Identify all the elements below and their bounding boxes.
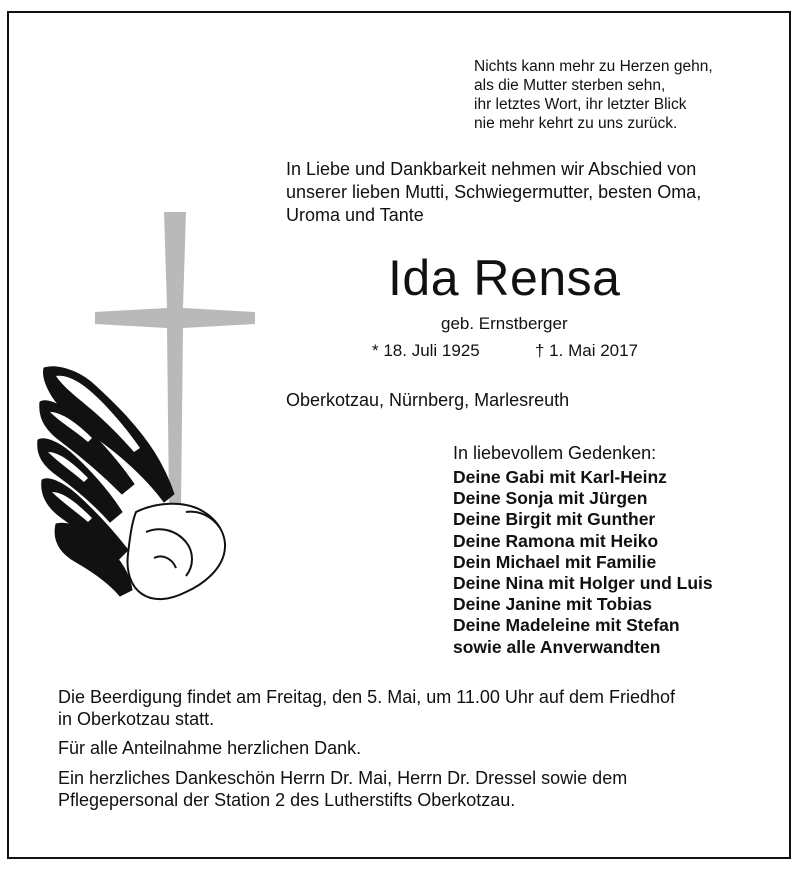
funeral-line: Die Beerdigung findet am Freitag, den 5. Mai, um 11.00 Uhr auf dem Friedhof: [58, 687, 675, 707]
places: Oberkotzau, Nürnberg, Marlesreuth: [286, 390, 570, 410]
birth-name: geb. Ernstberger: [441, 314, 568, 333]
mourners-list: [453, 467, 713, 658]
poem-line: als die Mutter sterben sehn,: [474, 77, 666, 94]
mourner: Dein Michael mit Familie: [453, 551, 657, 572]
poem-line: Nichts kann mehr zu Herzen gehn,: [474, 58, 713, 75]
intro-line: In Liebe und Dankbarkeit nehmen wir Abschied von: [286, 159, 697, 179]
thanks-text: Für alle Anteilnahme herzlichen Dank.: [58, 738, 362, 758]
death-date: † 1. Mai 2017: [535, 341, 639, 360]
intro-line: unserer lieben Mutti, Schwiegermutter, besten Oma,: [286, 182, 702, 202]
deceased-name: Ida Rensa: [388, 250, 621, 306]
poem: [474, 57, 713, 133]
mourner: Deine Nina mit Holger und Luis: [453, 573, 713, 594]
thanks-staff: [58, 767, 627, 811]
poem-line: ihr letztes Wort, ihr letzter Blick: [474, 96, 687, 113]
intro-text: [286, 158, 756, 227]
mourner: Deine Madeleine mit Stefan: [453, 615, 680, 636]
funeral-info: [58, 686, 758, 730]
mourner: Deine Janine mit Tobias: [453, 594, 653, 615]
funeral-line: in Oberkotzau statt.: [58, 709, 215, 729]
birth-date: * 18. Juli 1925: [372, 341, 480, 360]
thanks-staff-line: Pflegepersonal der Station 2 des Lutherstifts Oberkotzau.: [58, 790, 516, 810]
mourner: Deine Ramona mit Heiko: [453, 530, 659, 551]
mourner: Deine Sonja mit Jürgen: [453, 488, 648, 509]
intro-line: Uroma und Tante: [286, 205, 424, 225]
mourner: Deine Gabi mit Karl-Heinz: [453, 467, 667, 487]
memory-heading: In liebevollem Gedenken:: [453, 443, 657, 463]
poem-line: nie mehr kehrt zu uns zurück.: [474, 115, 678, 132]
praying-hands-icon: [36, 362, 231, 617]
mourner: Deine Birgit mit Gunther: [453, 509, 656, 530]
mourner: sowie alle Anverwandten: [453, 636, 661, 657]
thanks-staff-line: Ein herzliches Dankeschön Herrn Dr. Mai, Herrn Dr. Dressel sowie dem: [58, 768, 628, 788]
